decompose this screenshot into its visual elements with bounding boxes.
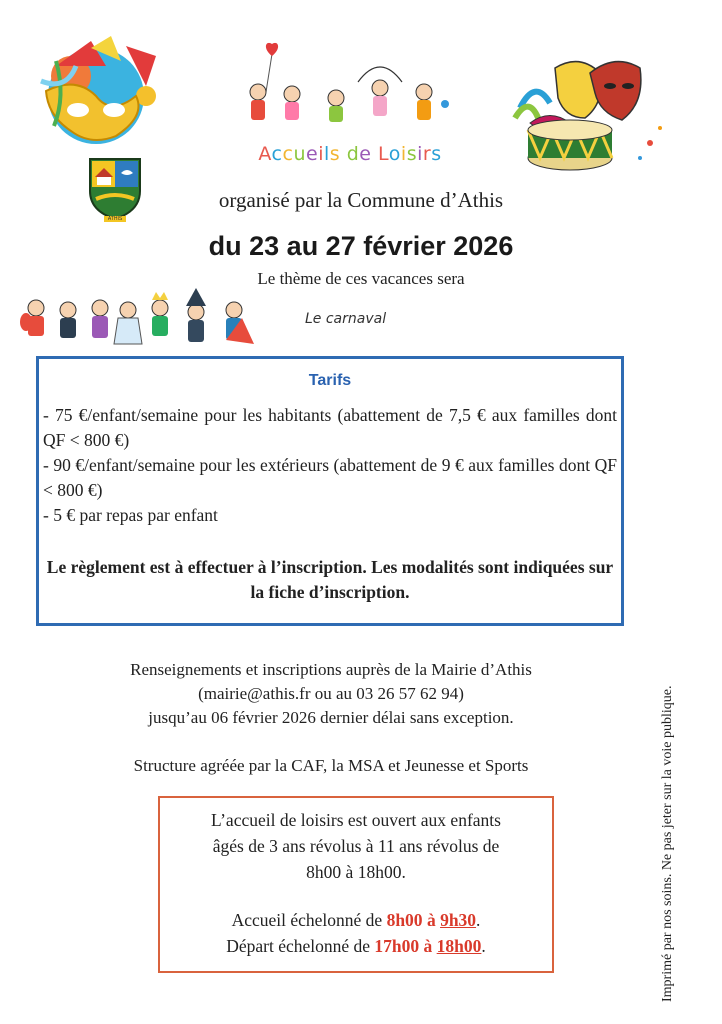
payment-note: Le règlement est à effectuer à l’inscription. Les modalités sont indiquées sur la fiche d’inscription. [46,557,614,602]
tarifs-list [43,403,617,528]
hours-line-3: 8h00 à 18h00. [306,862,406,882]
contact-line-2: (mairie@athis.fr ou au 03 26 57 62 94) [198,684,464,703]
crest-label: ATHIS [107,216,123,222]
page-title: du 23 au 27 février 2026 [208,231,514,261]
children-illustration [240,42,460,138]
hours-line-2: âgés de 3 ans révolus à 11 ans révolus de [212,836,500,856]
tarifs-box [36,356,624,626]
departure-to: 18h00 [436,936,482,956]
tarifs-title: Tarifs [308,372,352,389]
tarif-line: - 90 €/enfant/semaine pour les extérieurs (abattement de 9 € aux familles dont QF < 800 €) [43,455,617,500]
costumed-kids-illustration [20,288,258,350]
arrival-from: 8h00 [386,910,423,930]
theme-intro: Le thème de ces vacances sera [257,269,465,288]
arrival-sep: à [426,910,436,930]
brand-text: Accueils de Loisirs [258,143,442,165]
arrival-end: . [476,910,481,930]
departure-end: . [481,936,486,956]
departure-from: 17h00 [374,936,420,956]
organizer-subtitle: organisé par la Commune d’Athis [218,188,504,212]
theme-name: Le carnaval [305,311,387,327]
arrival-to: 9h30 [440,910,477,930]
tarif-line: - 75 €/enfant/semaine pour les habitants (abattement de 7,5 € aux familles dont QF < 800 €) [43,405,617,450]
carnival-mask-illustration [36,36,166,154]
opening-hours-box [158,796,554,973]
printing-side-note: Imprimé par nos soins. Ne pas jeter sur la voie publique. [660,685,675,1002]
hours-line-1: L’accueil de loisirs est ouvert aux enfants [211,810,501,830]
agreement-line: Structure agréée par la CAF, la MSA et Jeunesse et Sports [133,756,529,775]
departure-line [160,933,552,959]
contact-line-1: Renseignements et inscriptions auprès de la Mairie d’Athis [130,660,532,679]
arrival-label: Accueil échelonné de [231,910,383,930]
departure-label: Départ échelonné de [226,936,371,956]
departure-sep: à [423,936,433,956]
theatre-masks-illustration [510,48,670,178]
brand-title [240,143,460,165]
arrival-line [160,907,552,933]
tarif-line: - 5 € par repas par enfant [43,505,218,525]
contact-line-3: jusqu’au 06 février 2026 dernier délai sans exception. [148,708,514,727]
